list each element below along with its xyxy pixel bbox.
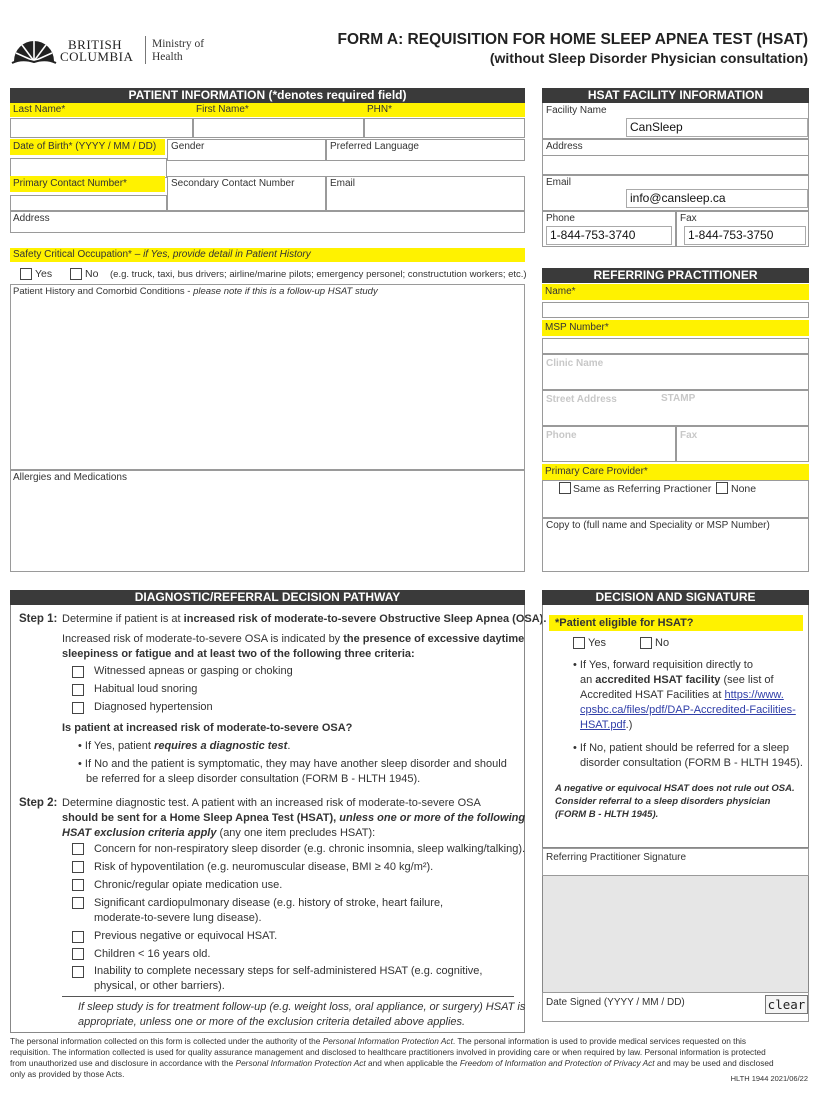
eligible-no-label: No xyxy=(655,637,670,649)
if-no-line1: • If No, patient should be referred for a sleep xyxy=(573,742,790,754)
safety-occupation-note: if Yes, provide detail in Patient History xyxy=(143,249,311,260)
if-yes-line1: • If Yes, forward requisition directly to xyxy=(573,659,753,671)
form-title: FORM A: REQUISITION FOR HOME SLEEP APNEA TEST (HSAT) xyxy=(337,31,808,48)
footer-line4: only as provided by those Acts. xyxy=(10,1069,125,1079)
exclusion-4-checkbox[interactable] xyxy=(72,897,84,909)
facilities-link-part3[interactable]: HSAT.pdf xyxy=(580,719,626,731)
ministry-text-line1: Ministry of xyxy=(152,38,205,50)
safety-yes-checkbox[interactable] xyxy=(20,268,32,280)
osa-note-line1: A negative or equivocal HSAT does not rule out OSA. xyxy=(555,783,795,794)
if-yes-line5 xyxy=(580,718,632,733)
exclusion-2-checkbox[interactable] xyxy=(72,861,84,873)
footer-line3-e: and may be used and disclosed xyxy=(654,1058,774,1068)
facility-phone-label: Phone xyxy=(546,213,575,224)
bullet-yes: • If Yes, patient requires a diagnostic test. xyxy=(78,740,291,752)
patient-history-label xyxy=(13,286,378,297)
footer-line1-b: Personal Information Protection Act xyxy=(322,1036,453,1046)
bullet-yes-c: . xyxy=(287,740,291,752)
criteria-1-label: Witnessed apneas or gasping or choking xyxy=(94,665,293,677)
exclusion-3-checkbox[interactable] xyxy=(72,879,84,891)
step2-label: Step 2: xyxy=(19,797,58,809)
step1-line2-b: the presence of excessive daytime xyxy=(343,633,525,645)
pathway-header: DIAGNOSTIC/REFERRAL DECISION PATHWAY xyxy=(10,590,525,605)
safety-occupation-label xyxy=(10,248,525,262)
bc-logo xyxy=(10,33,210,67)
footer-line2: requisition. The information collected is used for quality assurance management and disclosed to healthcare practitioners involved in providing care or when required by law. Personal information is protected xyxy=(10,1047,766,1057)
bc-sun-logo-icon xyxy=(10,35,58,65)
facility-address-input[interactable] xyxy=(542,155,809,175)
osa-note-line3: (FORM B - HLTH 1945). xyxy=(555,809,659,820)
link-close: .) xyxy=(625,719,633,731)
step2-line2 xyxy=(62,811,525,826)
exclusion-6-label: Children < 16 years old. xyxy=(94,948,211,960)
facility-fax-label: Fax xyxy=(680,213,697,224)
step2-line2-b: unless one or more of the following xyxy=(339,812,526,824)
step2-line1: Determine diagnostic test. A patient with an increased risk of moderate-to-severe OSA xyxy=(62,797,481,809)
exclusion-3-label: Chronic/regular opiate medication use. xyxy=(94,879,283,891)
followup-divider xyxy=(62,996,514,997)
primary-contact-input[interactable] xyxy=(10,195,167,211)
ref-clinic-label: Clinic Name xyxy=(546,358,604,369)
ref-name-label: Name* xyxy=(542,284,809,300)
facility-phone-input[interactable]: 1-844-753-3740 xyxy=(546,226,672,245)
ref-street-label: Street Address xyxy=(546,394,617,405)
signature-pad[interactable] xyxy=(542,876,809,992)
privacy-footer xyxy=(10,1036,810,1080)
bullet-no-line1: • If No and the patient is symptomatic, they may have another sleep disorder and should xyxy=(78,758,507,770)
followup-line2: appropriate, unless one or more of the exclusion criteria detailed above applies. xyxy=(78,1016,466,1028)
eligible-label: *Patient eligible for HSAT? xyxy=(549,615,803,631)
step2-line3 xyxy=(62,826,375,841)
step1-line2 xyxy=(62,632,524,647)
footer-line3-c: and when applicable the xyxy=(365,1058,460,1068)
step1-text xyxy=(62,612,546,627)
phn-input[interactable] xyxy=(364,118,525,138)
safety-yes-label: Yes xyxy=(35,268,53,280)
email-input[interactable] xyxy=(326,176,525,211)
last-name-label: Last Name* xyxy=(10,103,193,117)
address-label: Address xyxy=(13,213,50,224)
step1-text-a: Determine if patient is at xyxy=(62,613,184,625)
eligible-yes-checkbox[interactable] xyxy=(573,637,585,649)
facility-name-label: Facility Name xyxy=(546,105,607,116)
logo-text-line1: BRITISH xyxy=(68,37,123,52)
facility-name-input[interactable]: CanSleep xyxy=(626,118,808,137)
footer-line1-a: The personal information collected on this form is collected under the authority of the xyxy=(10,1036,323,1046)
signature-label: Referring Practitioner Signature xyxy=(546,852,687,863)
clear-button[interactable]: clear xyxy=(765,995,808,1014)
pcp-none-label: None xyxy=(731,483,757,495)
footer-line1-c: . The personal information is used to provide medical services requested on this xyxy=(452,1036,747,1046)
if-yes-line3-text: Accredited HSAT Facilities at xyxy=(580,689,725,701)
criteria-2-checkbox[interactable] xyxy=(72,684,84,696)
followup-line1: If sleep study is for treatment follow-up (e.g. weight loss, oral appliance, or surgery) HSAT is xyxy=(78,1001,526,1013)
referring-header: REFERRING PRACTITIONER xyxy=(542,268,809,283)
criteria-1-checkbox[interactable] xyxy=(72,666,84,678)
exclusion-4-label-line2: moderate-to-severe lung disease). xyxy=(94,912,262,924)
facilities-link-part2[interactable]: cpsbc.ca/files/pdf/DAP-Accredited-Facilities- xyxy=(580,704,796,716)
first-name-label: First Name* xyxy=(193,103,364,117)
gender-label: Gender xyxy=(171,141,205,152)
ref-phone-label: Phone xyxy=(546,430,577,441)
step1-label: Step 1: xyxy=(19,613,58,625)
if-yes-line2 xyxy=(580,673,774,688)
footer-line3 xyxy=(10,1058,810,1069)
first-name-input[interactable] xyxy=(193,118,364,138)
pcp-same-label: Same as Referring Practioner xyxy=(573,483,712,495)
email-label: Email xyxy=(330,178,356,189)
osa-note-line2: Consider referral to a sleep disorders physician xyxy=(555,796,771,807)
ref-clinic-input[interactable] xyxy=(542,372,809,390)
allergies-input[interactable] xyxy=(10,470,525,572)
if-no-line2: disorder consultation (FORM B - HLTH 1945). xyxy=(580,757,803,769)
eligible-yes-label: Yes xyxy=(588,637,606,649)
safety-no-checkbox[interactable] xyxy=(70,268,82,280)
footer-line3-a: from unauthorized use and disclosure in accordance with the xyxy=(10,1058,236,1068)
step1-line2-a: Increased risk of moderate-to-severe OSA is indicated by xyxy=(62,633,344,645)
bullet-no-line1-text: If No and the patient is symptomatic, they may have another sleep disorder and should xyxy=(84,758,507,770)
form-subtitle: (without Sleep Disorder Physician consultation) xyxy=(489,50,808,66)
decision-header: DECISION AND SIGNATURE xyxy=(542,590,809,605)
phn-label: PHN* xyxy=(364,103,525,117)
step1-text-b: increased risk of moderate-to-severe Obstructive Sleep Apnea (OSA). xyxy=(183,613,547,625)
criteria-2-label: Habitual loud snoring xyxy=(94,683,198,695)
step2-line3-a: HSAT exclusion criteria apply xyxy=(62,827,217,839)
safety-occupation-text: Safety Critical Occupation* – xyxy=(13,249,144,260)
exclusion-7-label-line2: physical, or other barriers). xyxy=(94,980,225,992)
allergies-label: Allergies and Medications xyxy=(13,472,127,483)
occupation-examples: (e.g. truck, taxi, bus drivers; airline/marine pilots; emergency personel; constructution workers; etc.) xyxy=(110,269,527,280)
facility-fax-input[interactable]: 1-844-753-3750 xyxy=(684,226,806,245)
patient-info-header: PATIENT INFORMATION (*denotes required field) xyxy=(10,88,525,103)
secondary-contact-label: Secondary Contact Number xyxy=(171,178,295,189)
step2-line2-a: should be sent for a Home Sleep Apnea Test (HSAT), xyxy=(62,812,340,824)
last-name-input[interactable] xyxy=(10,118,193,138)
bullet-yes-a: If Yes, patient xyxy=(84,740,155,752)
facility-email-input[interactable]: info@cansleep.ca xyxy=(626,189,808,208)
exclusion-1-label: Concern for non-respiratory sleep disorder (e.g. chronic insomnia, sleep walking/talking). xyxy=(94,843,526,855)
ref-msp-label: MSP Number* xyxy=(542,320,809,336)
eligible-no-checkbox[interactable] xyxy=(640,637,652,649)
exclusion-1-checkbox[interactable] xyxy=(72,843,84,855)
pcp-none-checkbox[interactable] xyxy=(716,482,728,494)
facility-email-label: Email xyxy=(546,177,572,188)
exclusion-5-label: Previous negative or equivocal HSAT. xyxy=(94,930,278,942)
if-yes-line2-b: accredited HSAT facility xyxy=(595,674,721,686)
dob-label: Date of Birth* (YYYY / MM / DD) xyxy=(10,139,165,155)
facility-header: HSAT FACILITY INFORMATION xyxy=(542,88,809,103)
footer-line3-b: Personal Information Protection Act xyxy=(235,1058,366,1068)
copy-to-label: Copy to (full name and Speciality or MSP Number) xyxy=(546,520,770,531)
ministry-text-line2: Health xyxy=(152,51,183,63)
patient-history-text: Patient History and Comorbid Conditions - xyxy=(13,286,194,297)
exclusion-4-label-line1: Significant cardiopulmonary disease (e.g. history of stroke, heart failure, xyxy=(94,897,444,909)
logo-text-line2: COLUMBIA xyxy=(60,49,134,64)
footer-line3-d: Freedom of Information and Protection of Privacy Act xyxy=(459,1058,655,1068)
if-yes-line2-a: an xyxy=(580,674,596,686)
dob-input[interactable] xyxy=(10,158,167,178)
criteria-3-checkbox[interactable] xyxy=(72,702,84,714)
ref-stamp-label: STAMP xyxy=(661,393,696,404)
preferred-language-label: Preferred Language xyxy=(330,141,419,152)
exclusion-7-checkbox[interactable] xyxy=(72,966,84,978)
pcp-same-checkbox[interactable] xyxy=(559,482,571,494)
ref-msp-input[interactable] xyxy=(542,338,809,354)
facility-address-label: Address xyxy=(546,141,583,152)
footer-line1 xyxy=(10,1036,810,1047)
if-yes-line2-c: (see list of xyxy=(720,674,774,686)
exclusion-2-label: Risk of hypoventilation (e.g. neuromuscular disease, BMI ≥ 40 kg/m²). xyxy=(94,861,434,873)
exclusion-5-checkbox[interactable] xyxy=(72,931,84,943)
bullet-yes-b: requires a diagnostic test xyxy=(154,740,288,752)
date-signed-label: Date Signed (YYYY / MM / DD) xyxy=(546,997,685,1008)
if-yes-line4 xyxy=(580,703,796,718)
risk-question: Is patient at increased risk of moderate-to-severe OSA? xyxy=(62,722,353,734)
address-input[interactable] xyxy=(10,211,525,233)
bullet-no-line2: be referred for a sleep disorder consultation (FORM B - HLTH 1945). xyxy=(86,773,421,785)
ref-name-input[interactable] xyxy=(542,302,809,318)
step1-line3: sleepiness or fatigue and at least two of the following three criteria: xyxy=(62,648,415,660)
form-number: HLTH 1944 2021/06/22 xyxy=(730,1074,808,1083)
step2-line3-b: (any one item precludes HSAT): xyxy=(216,827,376,839)
if-yes-line1-text: If Yes, forward requisition directly to xyxy=(579,659,753,671)
exclusion-6-checkbox[interactable] xyxy=(72,948,84,960)
if-no-line1-text: If No, patient should be referred for a sleep xyxy=(579,742,790,754)
ref-fax-label: Fax xyxy=(680,430,698,441)
facilities-link-part1[interactable]: https://www. xyxy=(724,689,784,701)
safety-no-label: No xyxy=(85,268,99,280)
pcp-label: Primary Care Provider* xyxy=(542,464,809,480)
if-yes-line3 xyxy=(580,688,784,703)
criteria-3-label: Diagnosed hypertension xyxy=(94,701,213,713)
patient-history-input[interactable] xyxy=(10,284,525,470)
exclusion-7-label-line1: Inability to complete necessary steps for self-administered HSAT (e.g. cognitive, xyxy=(94,965,483,977)
primary-contact-label: Primary Contact Number* xyxy=(10,176,165,192)
logo-divider xyxy=(145,36,146,64)
patient-history-note: please note if this is a follow-up HSAT study xyxy=(193,286,378,297)
